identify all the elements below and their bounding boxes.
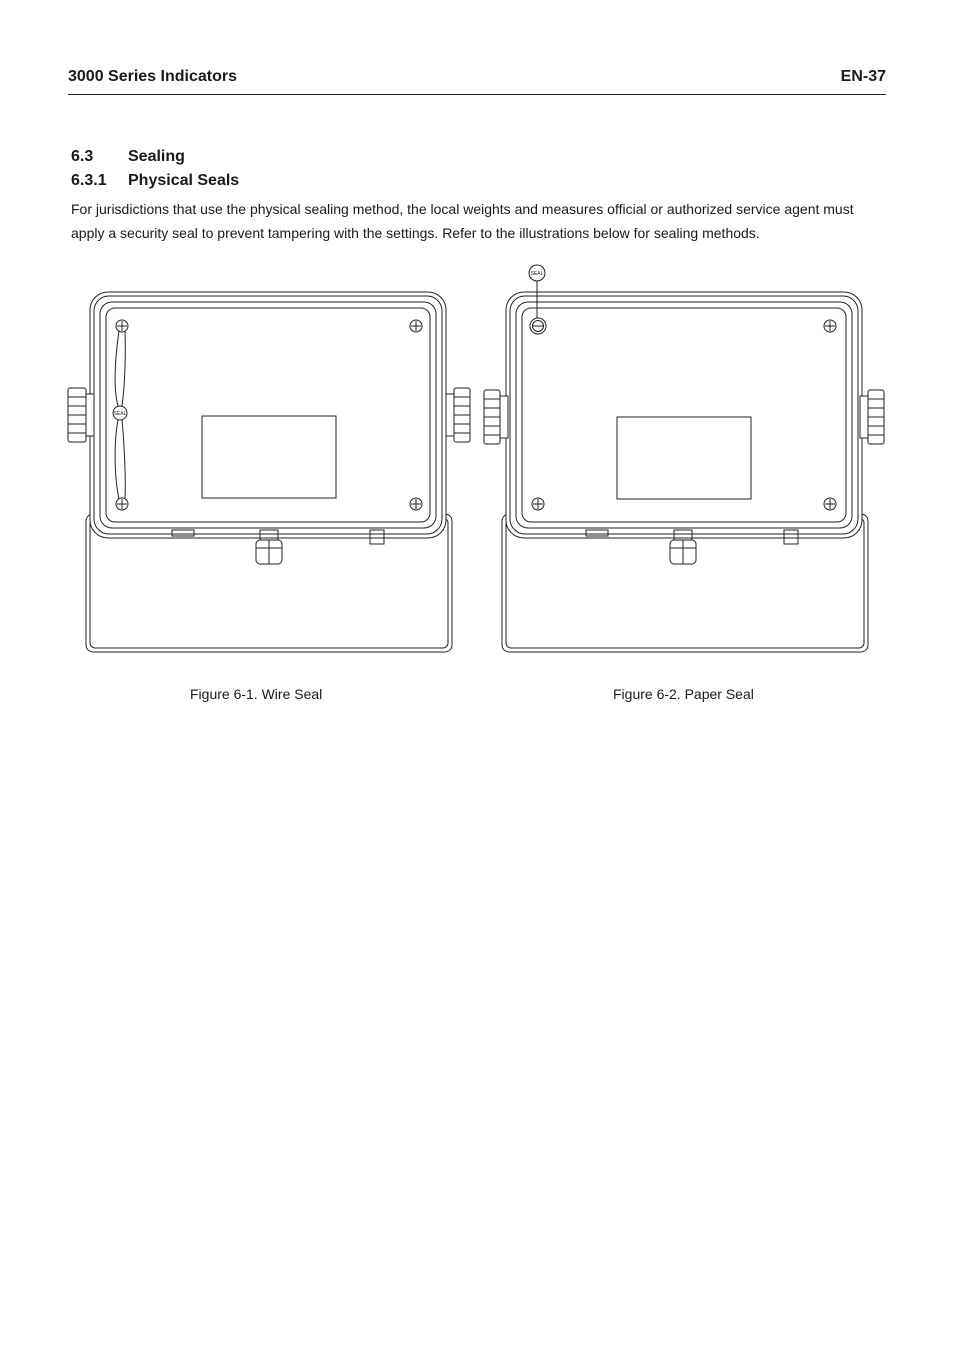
subsection-title: Physical Seals	[128, 172, 240, 189]
subsection-number: 6.3.1	[71, 172, 107, 189]
screw-top-right	[410, 320, 422, 332]
document-title: 3000 Series Indicators	[68, 68, 237, 85]
subsection-heading	[71, 172, 239, 190]
screw-top-right	[824, 320, 836, 332]
paragraph-line-1: For jurisdictions that use the physical sealing method, the local weights and measures official or authorized service agent must	[71, 201, 854, 217]
screw-bottom-left	[116, 498, 128, 510]
screw-bottom-right	[824, 498, 836, 510]
right-knob	[446, 388, 470, 442]
paper-sealed-screw	[530, 318, 546, 334]
paper-seal-figure	[480, 262, 890, 658]
wire-seal-label: SEAL	[113, 411, 127, 417]
wire-seal-figure	[64, 286, 474, 658]
enclosure-outer	[90, 292, 446, 538]
section-number: 6.3	[71, 148, 94, 165]
page-number: EN-37	[840, 68, 886, 85]
section-title: Sealing	[128, 148, 185, 165]
section-heading	[71, 148, 185, 166]
screw-bottom-right	[410, 498, 422, 510]
left-knob	[68, 388, 94, 442]
body-paragraph	[71, 198, 891, 245]
enclosure-outer	[506, 292, 862, 538]
right-knob	[860, 390, 884, 444]
screw-bottom-left	[532, 498, 544, 510]
figure-caption-paper-seal: Figure 6-2. Paper Seal	[613, 686, 754, 702]
figure-caption-wire-seal: Figure 6-1. Wire Seal	[190, 686, 323, 702]
paper-seal-label: SEAL	[530, 271, 544, 277]
page-header	[68, 66, 886, 95]
screw-top-left	[116, 320, 128, 332]
left-knob	[484, 390, 508, 444]
paragraph-line-2: apply a security seal to prevent tampering with the settings. Refer to the illustrations below for sealing methods.	[71, 224, 760, 241]
